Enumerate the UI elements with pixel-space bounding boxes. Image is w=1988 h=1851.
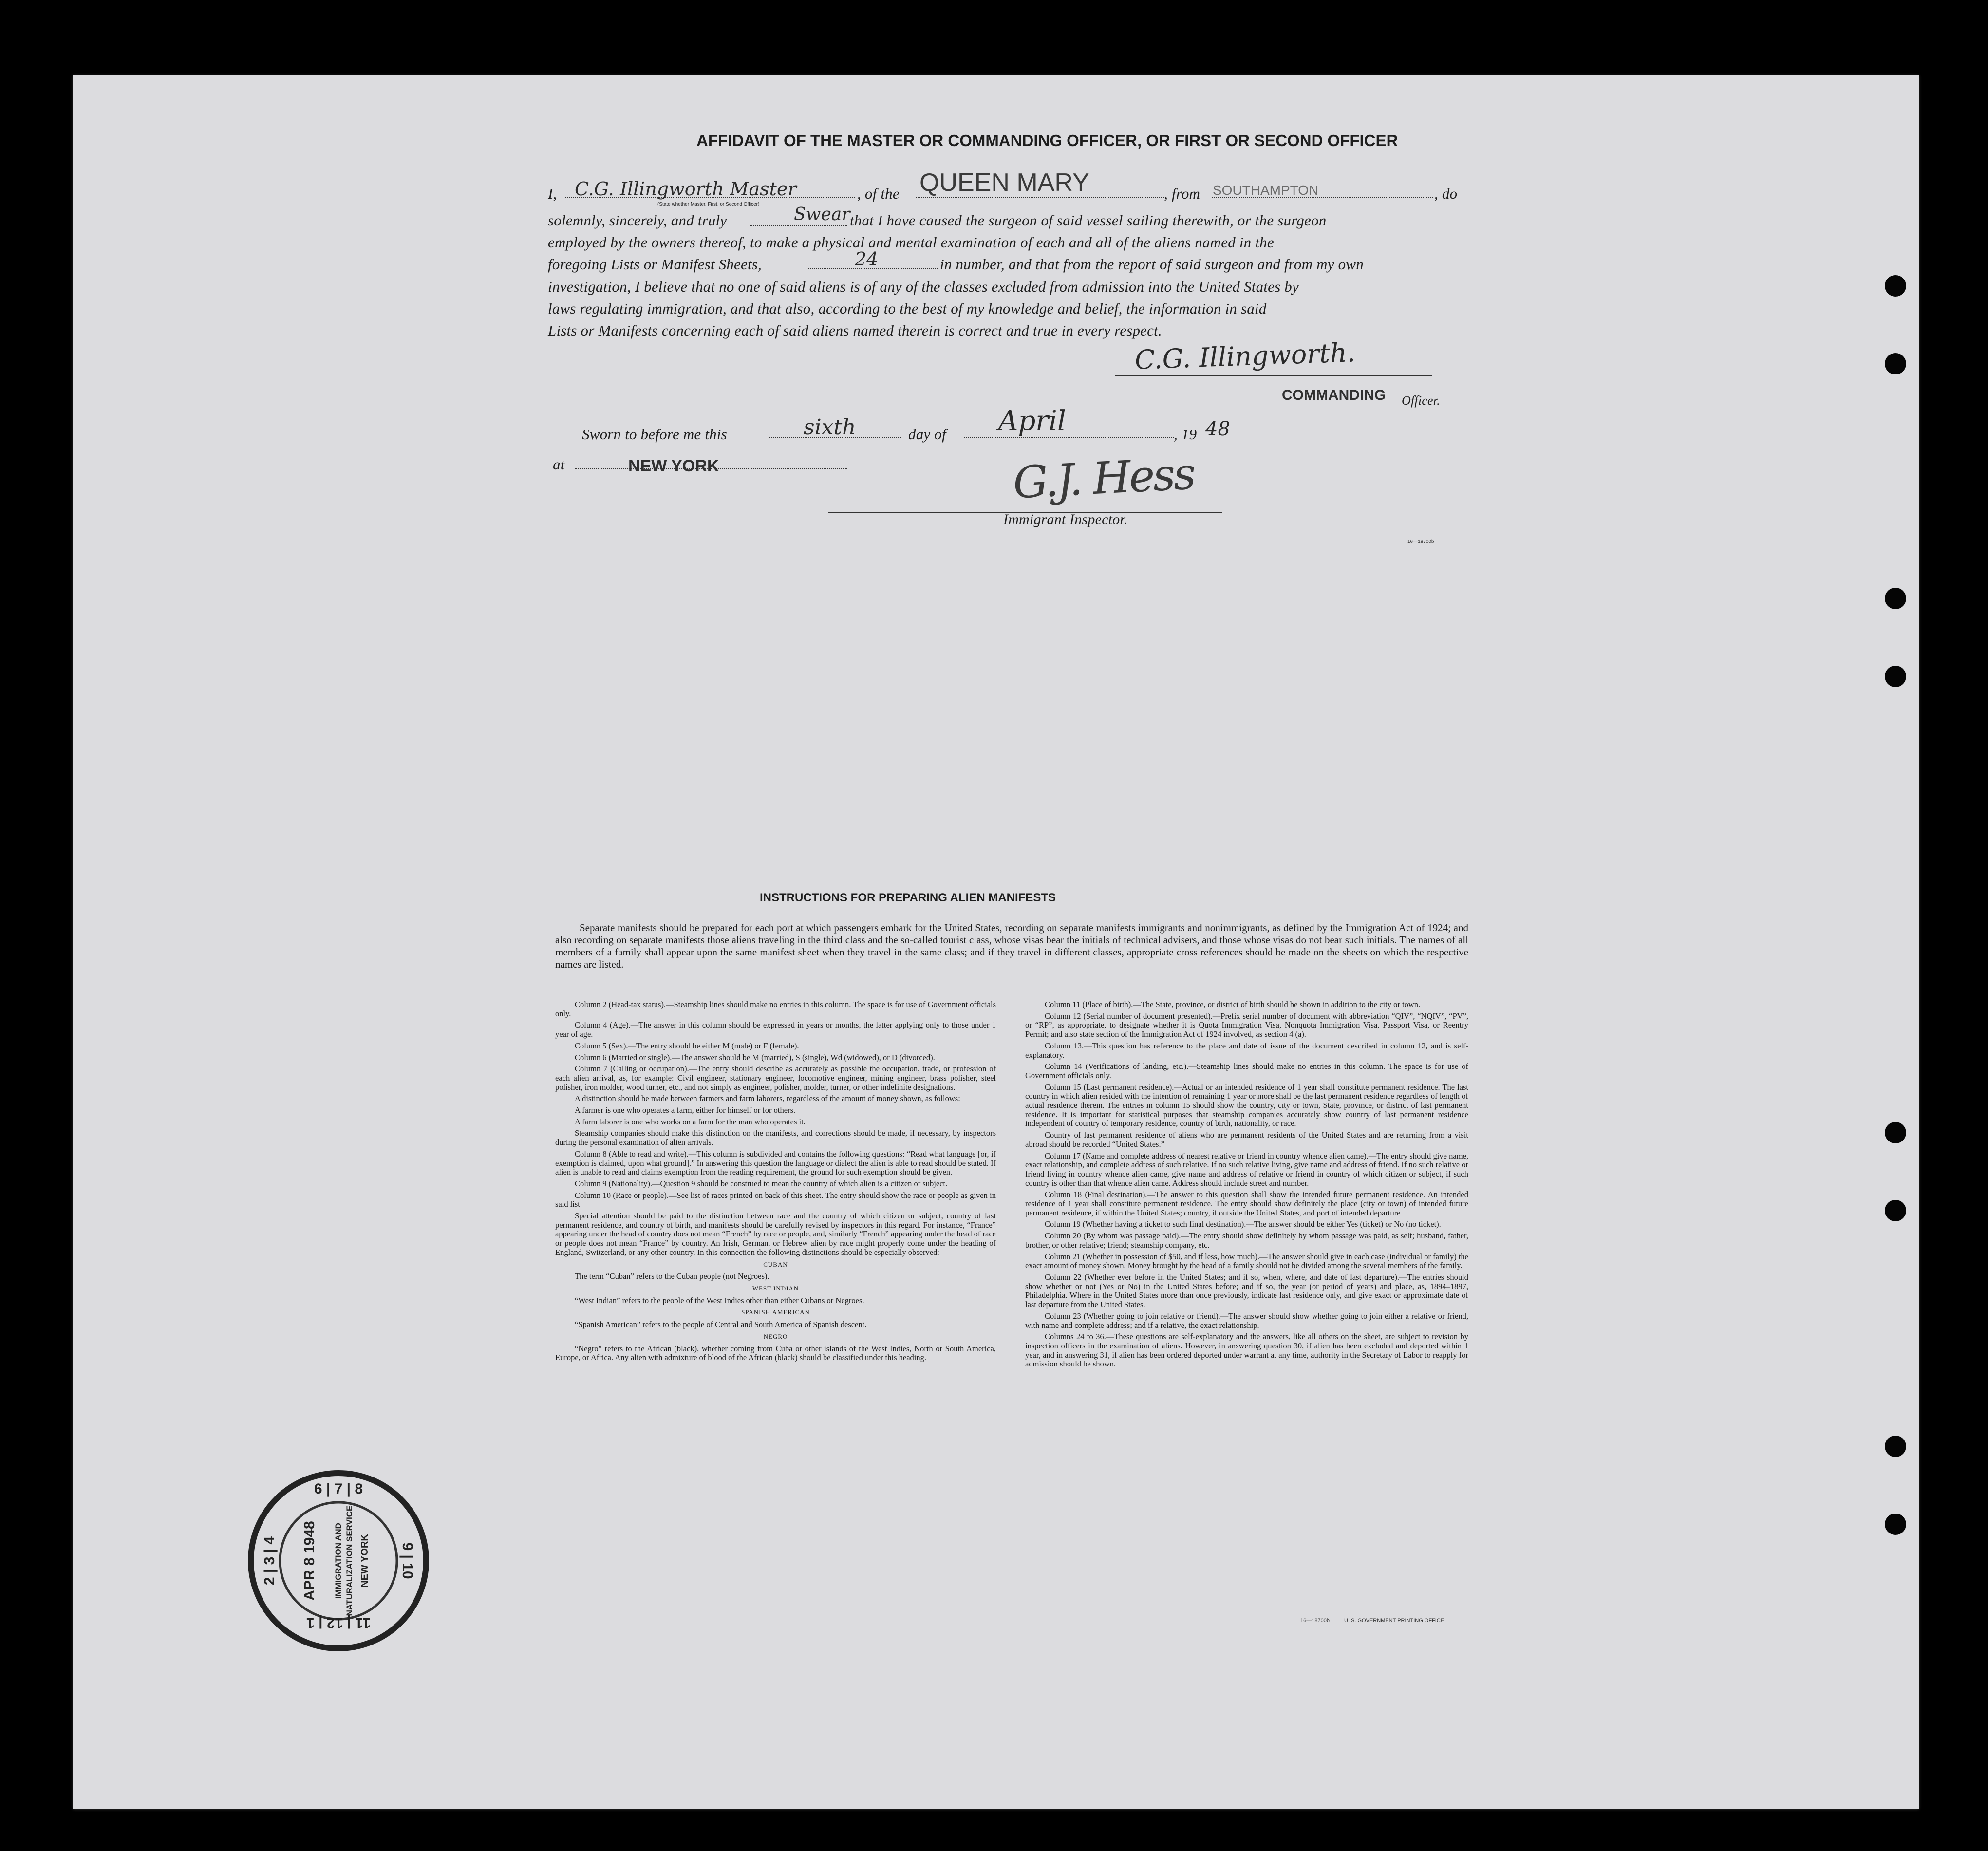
affidavit-title: AFFIDAVIT OF THE MASTER OR COMMANDING OFFICER, OR FIRST OR SECOND OFFICER <box>696 131 1398 150</box>
master-name: C.G. Illingworth Master <box>575 178 797 200</box>
year-prefix: , 19 <box>1174 426 1197 443</box>
instruction-paragraph: A farm laborer is one who works on a farm for the man who operates it. <box>575 1117 806 1126</box>
footer-code: 16—18700b <box>1300 1618 1330 1624</box>
instruction-paragraph: Column 8 (Able to read and write).—This column is subdivided and contains the following questions: “Read what language [or, if exemption is claimed, upon what ground].” In answering this question the language or dialect the alien is able to read should be stated. If alien is unable to read and claims exemption from the reading requirement, the ground for such exemption should be given. <box>555 1149 996 1177</box>
binder-hole <box>1885 1200 1906 1221</box>
west-indian-text: “West Indian” refers to the people of the West Indies other than either Cubans or Negroes. <box>575 1295 864 1305</box>
binder-hole <box>1885 1122 1906 1143</box>
svg-text:2 | 3 | 4: 2 | 3 | 4 <box>262 1536 278 1586</box>
affidavit-line7: Lists or Manifests concerning each of said aliens named therein is correct and true in every respect. <box>548 322 1162 339</box>
alien-count: 24 <box>855 248 879 270</box>
instruction-paragraph: Column 15 (Last permanent residence).—Actual or an intended residence of 1 year shall constitute permanent residence. The last country in which alien resided with the intention of remaining 1 year or more shall be the last permanent residence regardless of length of actual residence therein. The entries in column 15 should show the country, city or town, State, province, or district of last permanent residence. It is important for statistical purposes that steamship companies accurately show country of last permanent residence independent of country of temporary residence, country of birth, nationality, or race. <box>1025 1082 1468 1128</box>
negro-heading: NEGRO <box>763 1332 788 1340</box>
affidavit-line5: investigation, I believe that no one of said aliens is of any of the classes excluded from admission into the United States by <box>548 278 1299 295</box>
affidavit-prefix: I, <box>548 185 557 202</box>
affidavit-line3: employed by the owners thereof, to make a physical and mental examination of each and all of the aliens named in the <box>548 234 1274 251</box>
departure-port: SOUTHAMPTON <box>1213 183 1319 198</box>
svg-text:6 | 7 | 8: 6 | 7 | 8 <box>314 1481 363 1497</box>
instruction-paragraph: Columns 24 to 36.—These questions are self-explanatory and the answers, like all others on the sheet, are subject to revision by inspection officers in the examination of aliens. However, in answering question 30, if alien has been excluded and deported within 1 year, and in answering 31, if alien has been ordered deported under warrant at any time, authority in the Secretary of Labor to reapply for admission should be shown. <box>1025 1332 1468 1369</box>
instructions-left-column <box>555 1000 996 1365</box>
affidavit-line4-rest: in number, and that from the report of said surgeon and from my own <box>940 256 1364 273</box>
affidavit-line6: laws regulating immigration, and that also, according to the best of my knowledge and belief, the information in said <box>548 300 1267 317</box>
master-signature: C.G. Illingworth. <box>1134 337 1356 375</box>
cuban-heading: CUBAN <box>763 1260 788 1268</box>
sworn-day: sixth <box>804 415 856 440</box>
svg-text:9 | 10: 9 | 10 <box>399 1542 415 1579</box>
instruction-paragraph: Column 22 (Whether ever before in the United States; and if so, when, where, and date of last departure).—The entries should show whether or not (Yes or No) in the United States before; and if so, the year (or period of years) and place, as, 1894–1897, Philadelphia. Where in the United States more than once previously, indicate last residence only, and give exact or approximate date of last departure from the United States. <box>1025 1272 1468 1309</box>
instruction-paragraph: Column 12 (Serial number of document presented).—Prefix serial number of document with abbreviation “QIV”, “NQIV”, “PV”, or “RP”, as appropriate, to designate whether it is Quota Immigration Visa, Nonquota Immigration Visa, Passport Visa, or Reentry Permit; and also state section of the Immigration Act of 1924 involved, as section 4 (a). <box>1025 1011 1468 1039</box>
form-number: 16—18700b <box>1407 539 1434 544</box>
immigration-date-stamp <box>241 1463 436 1658</box>
instructions-intro: Separate manifests should be prepared for each port at which passengers embark for the United States, recording on separate manifests immigrants and nonimmigrants, as defined by the Immigration Act of 1924; and also recording on separate manifests those aliens traveling in the third class and the so-called tourist class, whose visas bear the initials of technical advisers, and those whose visas do not bear such initials. The names of all members of a family shall appear upon the same manifest sheet when they travel in the same class; and if they travel in different classes, appropriate cross references should be made on the sheets on which the respective names are listed. <box>555 922 1468 970</box>
svg-text:11 | 12 | 1: 11 | 12 | 1 <box>306 1615 371 1631</box>
negro-text: “Negro” refers to the African (black), whether coming from Cuba or other islands of the West Indies, North or South America, Europe, or Africa. Any alien with admixture of blood of the African (black) should be classified under this heading. <box>555 1344 996 1363</box>
instruction-paragraph: Column 4 (Age).—The answer in this column should be expressed in years or months, the latter applying only to those under 1 year of age. <box>555 1020 996 1039</box>
instruction-paragraph: Column 7 (Calling or occupation).—The entry should describe as accurately as possible the occupation, trade, or profession of each alien arrival, as, for example: Civil engineer, stationary engineer, locomotive engineer, mining engineer, brass polisher, steel polisher, iron molder, wood turner, etc., and not simply as engineer, polisher, molder, turner, or other indefinite designations. <box>555 1064 996 1092</box>
binder-hole <box>1885 1436 1906 1457</box>
officer-suffix: Officer. <box>1402 393 1440 408</box>
spanish-american-heading: SPANISH AMERICAN <box>741 1309 810 1316</box>
instruction-paragraph: A distinction should be made between farmers and farm laborers, regardless of the amount of money shown, as follows: <box>575 1094 960 1103</box>
binder-hole <box>1885 275 1906 297</box>
of-the-label: , of the <box>857 185 900 202</box>
instruction-paragraph: Column 23 (Whether going to join relative or friend).—The answer should show whether going to join either a relative or friend, with name and complete address; and if a relative, the exact relationship. <box>1025 1311 1468 1330</box>
instruction-paragraph: Special attention should be paid to the distinction between race and the country of which citizen or subject, country of last permanent residence, and country of birth, and manifests should be carefully revised by inspectors in this regard. For instance, “France” appearing under the head of country does not mean “French” by race or people, and, similarly “French” appearing under the head of race or people does not mean “France” by country. An Irish, German, or Hebrew alien by race might properly come under the heading of England, Switzerland, or any other country. In this connection the following distinctions should be especially observed: <box>555 1211 996 1257</box>
affidavit-line2-prefix: solemnly, sincerely, and truly <box>548 212 727 229</box>
sworn-year: 48 <box>1205 418 1230 440</box>
affidavit-line2-rest: that I have caused the surgeon of said vessel sailing therewith, or the surgeon <box>850 212 1327 229</box>
instruction-paragraph: Column 20 (By whom was passage paid).—The entry should show definitely by whom passage was paid, as self; husband, father, brother, or other relative; friend; steamship company, etc. <box>1025 1231 1468 1250</box>
footer-printer: U. S. GOVERNMENT PRINTING OFFICE <box>1344 1618 1444 1624</box>
instruction-paragraph: Column 13.—This question has reference to the place and date of issue of the document described in column 12, and is self-explanatory. <box>1025 1041 1468 1060</box>
sworn-prefix: Sworn to before me this <box>582 426 727 443</box>
instruction-paragraph: Column 19 (Whether having a ticket to such final destination).—The answer should be either Yes (ticket) or No (no ticket). <box>1045 1219 1441 1229</box>
binder-hole <box>1885 666 1906 687</box>
oath-word: Swear <box>794 205 850 224</box>
at-label: at <box>553 456 565 473</box>
sworn-month: April <box>998 405 1066 437</box>
from-label: , from <box>1164 185 1200 202</box>
binder-hole <box>1885 353 1906 374</box>
instruction-paragraph: Steamship companies should make this distinction on the manifests, and corrections should be made, if necessary, by inspectors during the personal examination of alien arrivals. <box>555 1128 996 1147</box>
day-of-label: day of <box>908 426 946 443</box>
instruction-paragraph: Country of last permanent residence of aliens who are permanent residents of the United States and are returning from a visit abroad should be recorded “United States.” <box>1025 1130 1468 1149</box>
instruction-paragraph: Column 11 (Place of birth).—The State, province, or district of birth should be shown in addition to the city or town. <box>1045 1000 1421 1009</box>
binder-hole <box>1885 588 1906 609</box>
cuban-text: The term “Cuban” refers to the Cuban people (not Negroes). <box>575 1271 769 1281</box>
inspector-signature: G.J. Hess <box>1012 448 1196 509</box>
vessel-name: QUEEN MARY <box>919 168 1089 197</box>
instruction-paragraph: A farmer is one who operates a farm, either for himself or for others. <box>575 1105 796 1115</box>
affidavit-line4-prefix: foregoing Lists or Manifest Sheets, <box>548 256 762 273</box>
officer-rank: COMMANDING <box>1282 387 1386 403</box>
stamp-date: APR 8 1948 <box>301 1521 318 1601</box>
swearing-place: NEW YORK <box>628 457 719 475</box>
instructions-right-column <box>1025 1000 1468 1371</box>
west-indian-heading: WEST INDIAN <box>752 1284 799 1292</box>
svg-text:NEW YORK: NEW YORK <box>359 1534 370 1588</box>
instruction-paragraph: Column 6 (Married or single).—The answer should be M (married), S (single), Wd (widowed), or D (divorced). <box>575 1052 935 1062</box>
instruction-paragraph: Column 5 (Sex).—The entry should be either M (male) or F (female). <box>575 1041 799 1050</box>
instruction-paragraph: Column 9 (Nationality).—Question 9 should be construed to mean the country of which alien is a citizen or subject. <box>575 1178 948 1188</box>
instructions-title: INSTRUCTIONS FOR PREPARING ALIEN MANIFESTS <box>760 891 1056 904</box>
instruction-paragraph: Column 14 (Verifications of landing, etc.).—Steamship lines should make no entries in this column. The space is for use of Government officials only. <box>1025 1062 1468 1080</box>
binder-hole <box>1885 1514 1906 1535</box>
do-label: , do <box>1434 185 1458 202</box>
instruction-paragraph: Column 10 (Race or people).—See list of races printed on back of this sheet. The entry should show the race or people as given in said list. <box>555 1190 996 1209</box>
spanish-american-text: “Spanish American” refers to the people of Central and South America of Spanish descent. <box>575 1320 867 1329</box>
instruction-paragraph: Column 2 (Head-tax status).—Steamship lines should make no entries in this column. The space is for use of Government officials only. <box>555 1000 996 1018</box>
instruction-paragraph: Column 17 (Name and complete address of nearest relative or friend in country whence alien came).—The entry should give name, exact relationship, and complete address of such relative. If no such relative living, give name and address of friend. If no such relative or friend living in country whence alien came, give name and address of relative or friend in country of which citizen or subject, if such country is other than that whence alien came. Address should include street and number. <box>1025 1151 1468 1188</box>
instruction-paragraph: Column 18 (Final destination).—The answer to this question shall show the intended future permanent residence. An intended residence of 1 year shall constitute permanent residence. The entry should show definitely the place (city or town) of intended future permanent residence, if within the United States; country, if outside the United States, and port of intended departure. <box>1025 1190 1468 1217</box>
svg-text:NATURALIZATION SERVICE: NATURALIZATION SERVICE <box>345 1505 354 1616</box>
name-note: (State whether Master, First, or Second Officer) <box>657 202 760 207</box>
inspector-label: Immigrant Inspector. <box>1003 511 1128 527</box>
svg-text:IMMIGRATION AND: IMMIGRATION AND <box>334 1523 343 1599</box>
instruction-paragraph: Column 21 (Whether in possession of $50, and if less, how much).—The answer should give in each case (individual or family) the exact amount of money shown. Money brought by the head of a family should not be divided among the several members of the family. <box>1025 1252 1468 1271</box>
